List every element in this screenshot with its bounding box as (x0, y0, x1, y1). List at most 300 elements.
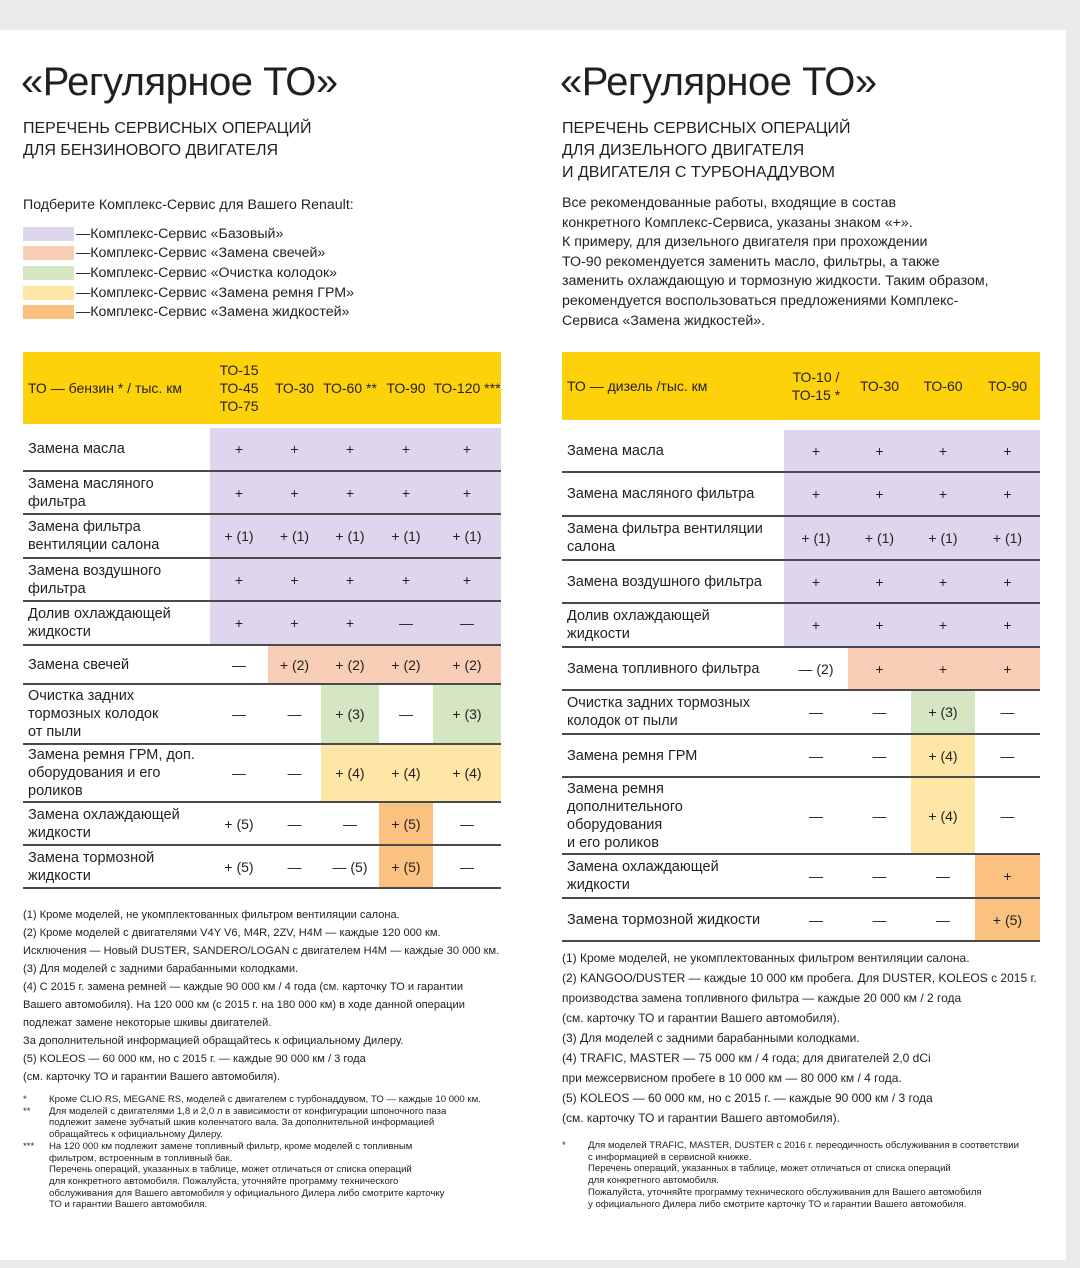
table-cell: + (1) (911, 517, 975, 559)
table-cell: — (287, 858, 302, 875)
table-cell: + (210, 428, 268, 470)
header-column (784, 352, 848, 420)
label-line: Замена ремня ГРМ (567, 747, 698, 764)
table-cell: + (433, 559, 501, 600)
legend-label: —Комплекс-Сервис «Замена ремня ГРМ» (76, 284, 355, 301)
intro-line: заменить охлаждающую и тормозную жидкости. Таким образом, (562, 273, 989, 290)
row-label-text (28, 849, 154, 885)
header-line: ТО-45 (219, 380, 259, 396)
table-cell: — (1000, 704, 1015, 720)
row-label-text (567, 747, 697, 765)
table-cell: + (268, 472, 321, 513)
row-label (23, 515, 159, 557)
legend-item (23, 302, 354, 322)
asterisk-line: для конкретного автомобиля. Пожалуйста, уточняйте программу технического (49, 1175, 399, 1187)
intro-line: К примеру, для дизельного двигателя при прохождении (562, 234, 928, 251)
footnote-line: (1) Кроме моделей, не укомплектованных фильтром вентиляции салона. (23, 909, 400, 921)
table-cell: — (343, 815, 357, 832)
label-line: оборудования и его (28, 765, 161, 781)
label-line: Замена масляного (28, 475, 154, 492)
row-label (562, 473, 754, 515)
table-cell: — (809, 704, 823, 720)
header-column (975, 352, 1040, 420)
table-row (562, 430, 1040, 473)
asterisk-line: Для моделей TRAFIC, MASTER, DUSTER с 2016 г. переодичность обслуживания в соответствии (588, 1140, 1019, 1151)
legend-swatch (23, 266, 74, 280)
label-line: Замена охлаждающей (28, 806, 180, 823)
table-cell: — (460, 815, 474, 832)
header-corner-label: ТО — бензин * / тыс. км (28, 380, 182, 396)
subtitle-line: ДЛЯ ДИЗЕЛЬНОГО ДВИГАТЕЛЯ (562, 142, 805, 159)
table-cell: + (911, 604, 975, 646)
row-label-text (567, 607, 710, 643)
asterisk-text (49, 1106, 446, 1141)
label-line: Замена фильтра (28, 519, 141, 535)
subtitle-line: ПЕРЕЧЕНЬ СЕРВИСНЫХ ОПЕРАЦИЙ (23, 120, 312, 137)
footnote-line: (3) Для моделей с задними барабанными колодками. (562, 1031, 860, 1045)
legend-swatch (23, 286, 74, 300)
table-cell: + (784, 604, 848, 646)
table-cell: + (5) (379, 803, 433, 844)
footnote-line: (5) KOLEOS — 60 000 км, но с 2015 г. — каждые 90 000 км / 3 года (562, 1091, 933, 1105)
asterisk-mark: * (23, 1094, 27, 1105)
label-line: Долив охлаждающей (28, 606, 171, 622)
table-cell: + (5) (975, 899, 1040, 940)
table-row (23, 472, 501, 515)
table-cell: + (210, 472, 268, 513)
table-cell: + (848, 430, 911, 471)
footnote-line: (3) Для моделей с задними барабанными колодками. (23, 963, 299, 975)
header-line: ТО-90 (987, 378, 1028, 394)
row-label-text (567, 442, 664, 460)
row-label (562, 561, 762, 602)
table-cell: — (2) (798, 660, 834, 677)
label-line: Замена тормозной жидкости (567, 911, 761, 928)
diesel-intro (562, 194, 989, 331)
label-line: фильтра (28, 580, 86, 597)
asterisk-line: Перечень операций, указанных в таблице, может отличаться от списка операций (49, 1164, 412, 1176)
table-header (23, 352, 501, 424)
petrol-footnotes (23, 906, 499, 1086)
petrol-asterisk-notes (23, 1094, 481, 1211)
intro-line: Все рекомендованные работы, входящие в состав (562, 195, 897, 211)
row-label-text (28, 746, 195, 800)
footnote-line: (см. карточку ТО и гарантии Вашего автомобиля). (562, 1011, 840, 1025)
legend-item (23, 224, 354, 244)
table-cell: + (911, 561, 975, 602)
table-cell: + (321, 559, 379, 600)
header-column (268, 352, 321, 424)
row-label (562, 735, 697, 776)
row-label (23, 602, 171, 644)
table-row (562, 735, 1040, 778)
table-cell: — (1000, 747, 1015, 764)
asterisk-mark: ** (23, 1105, 31, 1117)
label-line: Очистка задних тормозных (567, 695, 750, 711)
label-line: Замена ремня ГРМ, доп. (28, 747, 195, 763)
table-header (562, 352, 1040, 420)
row-label-text (567, 485, 754, 503)
table-row (23, 428, 501, 472)
header-line: ТО-15 * (791, 387, 841, 403)
table-cell: + (210, 559, 268, 600)
header-line: ТО-30 (859, 378, 900, 394)
asterisk-line: На 120 000 км подлежит замене топливный фильтр, кроме моделей с топливным (49, 1140, 413, 1152)
label-line: и его роликов (567, 834, 659, 851)
table-cell: — (232, 706, 246, 722)
table-cell: — (1000, 807, 1015, 824)
table-cell: — (809, 747, 823, 764)
asterisk-text (49, 1094, 481, 1106)
row-label (562, 691, 750, 733)
table-cell: — (287, 815, 302, 832)
petrol-title: «Регулярное ТО» (21, 60, 338, 104)
table-cell: + (433, 428, 501, 470)
header-column-text (386, 379, 425, 397)
table-row (23, 602, 501, 646)
header-column-text (860, 377, 899, 395)
table-row (562, 473, 1040, 517)
table-cell: + (1) (268, 515, 321, 557)
table-cell: + (848, 648, 911, 689)
asterisk-text (588, 1140, 1019, 1210)
table-cell: + (1) (848, 517, 911, 559)
table-cell: — (872, 704, 887, 720)
table-cell: — (433, 602, 501, 644)
table-cell: + (975, 855, 1040, 897)
footnote-line: при межсервисном пробеге в 10 000 км — 80 000 км / 4 года. (562, 1071, 902, 1085)
label-line: Замена свечей (28, 656, 130, 673)
row-label (23, 472, 154, 513)
header-line: ТО-120 *** (433, 380, 501, 396)
table-cell: — (287, 706, 302, 722)
table-cell: + (1) (210, 515, 268, 557)
service-legend (23, 224, 354, 322)
table-cell: + (911, 473, 975, 515)
table-cell: — (809, 868, 823, 884)
label-line: Замена воздушного фильтра (567, 573, 762, 590)
legend-item (23, 244, 354, 264)
table-cell: + (975, 648, 1040, 689)
table-cell: + (379, 559, 433, 600)
row-label (562, 648, 759, 689)
label-line: салона (567, 539, 616, 555)
row-label-text (567, 694, 750, 730)
subtitle-line: ДЛЯ БЕНЗИНОВОГО ДВИГАТЕЛЯ (23, 142, 278, 159)
table-cell: — (232, 765, 246, 781)
row-label-text (28, 440, 125, 458)
footnote-line: подлежат замене некоторые шкивы двигателей. (23, 1017, 272, 1029)
asterisk-line: Для моделей с двигателями 1,8 и 2,0 л в зависимости от конфигурации шпоночного паза (49, 1105, 447, 1117)
table-cell: + (911, 648, 975, 689)
table-row (562, 561, 1040, 604)
table-cell: — (872, 747, 887, 764)
table-cell: + (268, 559, 321, 600)
label-line: от пыли (28, 724, 82, 740)
header-column-text (988, 377, 1027, 395)
table-cell: + (210, 602, 268, 644)
row-label-text (28, 562, 161, 598)
table-cell: — (872, 911, 887, 928)
table-cell: + (379, 472, 433, 513)
legend-label: —Комплекс-Сервис «Замена свечей» (76, 245, 326, 262)
label-line: дополнительного (567, 798, 683, 815)
table-row (562, 899, 1040, 942)
footnote-line: Вашего автомобиля). На 120 000 км (с 2015 г. на 180 000 км) в ходе данной операции (23, 999, 465, 1011)
table-cell: — (936, 911, 950, 928)
label-line: Замена ремня (567, 780, 664, 797)
table-cell: + (321, 428, 379, 470)
table-cell: + (4) (321, 745, 379, 801)
table-row (23, 745, 501, 803)
legend-swatch (23, 246, 74, 260)
table-cell: — (936, 868, 950, 884)
table-row (23, 559, 501, 602)
header-line: ТО-30 (274, 380, 315, 396)
footnote-line: (4) С 2015 г. замена ремней — каждые 90 000 км / 4 года (см. карточку ТО и гарантии (23, 981, 464, 993)
row-label (562, 778, 683, 853)
table-cell: + (1) (975, 517, 1040, 559)
table-cell: + (3) (321, 685, 379, 743)
row-label (562, 430, 664, 471)
label-line: Замена масла (28, 441, 125, 457)
table-cell: + (911, 430, 975, 471)
asterisk-mark: *** (23, 1140, 35, 1152)
label-line: жидкости (28, 867, 91, 884)
brochure-page (0, 30, 1066, 1260)
asterisk-note (562, 1140, 1019, 1210)
header-column (848, 352, 911, 420)
footnote-line: (см. карточку ТО и гарантии Вашего автомобиля). (562, 1111, 840, 1125)
label-line: Замена топливного фильтра (567, 660, 760, 677)
asterisk-line: с информацией в сервисной книжке. (588, 1151, 752, 1163)
table-cell: + (2) (268, 646, 321, 683)
header-line: ТО-60 (923, 378, 963, 394)
table-row (562, 604, 1040, 648)
table-cell: + (1) (784, 517, 848, 559)
footnote-line: (1) Кроме моделей, не укомплектованных фильтром вентиляции салона. (562, 951, 970, 965)
asterisk-line: ТО и гарантии Вашего автомобиля. (49, 1199, 208, 1211)
asterisk-note (23, 1141, 481, 1211)
legend-item (23, 283, 354, 303)
row-label-text (567, 660, 759, 678)
diesel-subtitle (562, 118, 851, 184)
asterisk-note (23, 1094, 481, 1106)
table-cell: + (4) (379, 745, 433, 801)
row-label (23, 685, 158, 743)
table-cell: + (4) (911, 778, 975, 853)
table-row (562, 648, 1040, 691)
row-label-text (28, 475, 154, 511)
table-cell: — (872, 807, 887, 824)
header-column (321, 352, 379, 424)
header-column (379, 352, 433, 424)
table-row (23, 646, 501, 685)
label-line: роликов (28, 783, 83, 799)
diesel-footnotes (562, 948, 1037, 1128)
asterisk-mark: * (562, 1140, 566, 1151)
table-cell: + (321, 472, 379, 513)
table-cell: — (809, 807, 823, 824)
label-line: жидкости (28, 624, 91, 640)
legend-item (23, 263, 354, 283)
intro-line: ТО-90 рекомендуется заменить масло, фильтры, а также (562, 253, 940, 270)
legend-swatch (23, 227, 74, 241)
row-label-text (28, 806, 180, 842)
legend-label: —Комплекс-Сервис «Очистка колодок» (76, 264, 338, 281)
table-cell: + (379, 428, 433, 470)
row-label (562, 517, 763, 559)
legend-label: —Комплекс-Сервис «Замена жидкостей» (76, 304, 350, 321)
header-column-text (323, 379, 377, 397)
row-label (562, 855, 719, 897)
diesel-title: «Регулярное ТО» (560, 60, 877, 104)
diesel-asterisk-notes (562, 1140, 1019, 1210)
row-label (562, 604, 710, 646)
header-column (433, 352, 501, 424)
table-cell: — (809, 911, 823, 928)
table-row (562, 691, 1040, 735)
row-label (23, 846, 154, 887)
table-cell: + (784, 561, 848, 602)
label-line: Долив охлаждающей (567, 608, 710, 624)
table-cell: + (433, 472, 501, 513)
table-cell: + (3) (433, 685, 501, 743)
row-label-text (567, 520, 763, 556)
table-cell: + (4) (433, 745, 501, 801)
header-column-text (923, 377, 962, 395)
intro-line: рекомендуется воспользоваться предложениями Комплекс- (562, 292, 959, 309)
subtitle-line: И ДВИГАТЕЛЯ С ТУРБОНАДДУВОМ (562, 164, 835, 181)
row-label-text (28, 656, 129, 674)
table-cell: + (268, 428, 321, 470)
asterisk-line: у официального Дилера либо смотрите карточку ТО и гарантии Вашего автомобиля. (588, 1198, 967, 1210)
label-line: Замена масляного фильтра (567, 486, 755, 502)
label-line: вентиляции салона (28, 537, 160, 553)
header-corner-label: ТО — дизель /тыс. км (567, 378, 708, 394)
row-label-text (567, 573, 762, 591)
header-column (911, 352, 975, 420)
label-line: колодок от пыли (567, 713, 678, 729)
label-line: фильтра (28, 493, 86, 510)
table-row (562, 778, 1040, 855)
footnote-line: производства замена топливного фильтра — каждые 20 000 км / 2 года (562, 991, 962, 1005)
table-cell: + (4) (911, 735, 975, 776)
label-line: жидкости (28, 824, 91, 841)
header-line: ТО-10 / (792, 369, 840, 385)
table-cell: + (1) (321, 515, 379, 557)
asterisk-line: Перечень операций, указанных в таблице, может отличаться от списка операций (588, 1163, 951, 1175)
table-cell: — (287, 765, 302, 781)
footnote-line: За дополнительной информацией обращайтесь к официальному Дилеру. (23, 1035, 404, 1047)
table-cell: + (848, 604, 911, 646)
header-line: ТО-15 (219, 362, 259, 378)
table-cell: + (975, 473, 1040, 515)
intro-line: Сервиса «Замена жидкостей». (562, 312, 766, 329)
legend-label: —Комплекс-Сервис «Базовый» (76, 225, 284, 242)
label-line: жидкости (567, 626, 630, 642)
table-row (23, 846, 501, 889)
table-cell: + (975, 604, 1040, 646)
asterisk-line: фильтром, встроенным в топливный бак. (49, 1152, 233, 1164)
header-column-text (792, 368, 840, 404)
table-row (562, 855, 1040, 899)
row-label (23, 745, 195, 801)
table-cell: — (399, 706, 413, 722)
petrol-subtitle (23, 118, 312, 162)
row-label (23, 559, 161, 600)
row-label-text (567, 780, 683, 852)
label-line: Замена тормозной (28, 849, 155, 866)
table-cell: + (5) (224, 815, 254, 832)
row-label-text (567, 858, 719, 894)
header-column-text (275, 379, 314, 397)
footnote-line: Исключения — Новый DUSTER, SANDERO/LOGAN с двигателем H4M — каждые 30 000 км. (23, 945, 500, 957)
label-line: Замена воздушного (28, 562, 162, 579)
row-label-text (28, 518, 159, 554)
table-cell: + (3) (911, 691, 975, 733)
label-line: оборудования (567, 816, 663, 833)
table-row (23, 515, 501, 559)
table-cell: + (784, 473, 848, 515)
intro-line: конкретного Комплекс-Сервиса, указаны знаком «+». (562, 214, 913, 231)
asterisk-note (23, 1106, 481, 1141)
row-label-text (28, 605, 171, 641)
row-label (562, 899, 760, 940)
header-line: ТО-75 (219, 398, 259, 414)
asterisk-text (49, 1141, 444, 1211)
row-label (23, 803, 180, 844)
footnote-line: (см. карточку ТО и гарантии Вашего автомобиля). (23, 1071, 281, 1083)
asterisk-line: обслуживания для Вашего автомобиля у официального Дилера либо смотрите карточку (49, 1187, 445, 1199)
legend-swatch (23, 305, 74, 319)
asterisk-line: Пожалуйста, уточняйте программу технического обслуживания для Вашего автомобиля (588, 1186, 982, 1198)
label-line: Очистка задних (28, 688, 135, 704)
table-cell: + (848, 473, 911, 515)
table-row (562, 517, 1040, 561)
legend-intro: Подберите Комплекс-Сервис для Вашего Renault: (23, 197, 354, 213)
table-cell: + (975, 561, 1040, 602)
label-line: Замена охлаждающей (567, 859, 719, 875)
table-cell: + (2) (379, 646, 433, 683)
header-line: ТО-60 ** (323, 380, 377, 396)
footnote-line: (5) KOLEOS — 60 000 км, но с 2015 г. — каждые 90 000 км / 3 года (23, 1053, 366, 1065)
header-column-text (433, 379, 500, 397)
asterisk-line: для конкретного автомобиля. (588, 1175, 719, 1187)
asterisk-line: Кроме CLIO RS, MEGANE RS, моделей с двигателем с турбонаддувом, ТО — каждые 10 000 км. (49, 1094, 481, 1105)
label-line: тормозных колодок (28, 706, 159, 722)
table-cell: + (268, 602, 321, 644)
table-cell: + (5) (379, 846, 433, 887)
header-line: ТО-90 (386, 380, 426, 396)
table-cell: + (2) (433, 646, 501, 683)
table-cell: — (379, 602, 433, 644)
footnote-line: (2) Кроме моделей с двигателями V4Y V6, M4R, 2ZV, H4M — каждые 120 000 км. (23, 927, 441, 939)
table-cell: + (975, 430, 1040, 471)
table-row (23, 685, 501, 745)
header-column-text (219, 361, 258, 415)
footnote-line: (4) TRAFIC, MASTER — 75 000 км / 4 года; для двигателей 2,0 dCi (562, 1051, 931, 1065)
footnote-line: (2) KANGOO/DUSTER — каждые 10 000 км пробега. Для DUSTER, KOLEOS с 2015 г. (562, 971, 1037, 985)
table-row (23, 803, 501, 846)
row-label-text (28, 687, 158, 741)
table-cell: — (872, 868, 887, 884)
subtitle-line: ПЕРЕЧЕНЬ СЕРВИСНЫХ ОПЕРАЦИЙ (562, 120, 851, 137)
table-cell: — (5) (332, 858, 368, 875)
header-column (210, 352, 268, 424)
label-line: Замена фильтра вентиляции (567, 521, 763, 537)
label-line: Замена масла (567, 442, 664, 459)
